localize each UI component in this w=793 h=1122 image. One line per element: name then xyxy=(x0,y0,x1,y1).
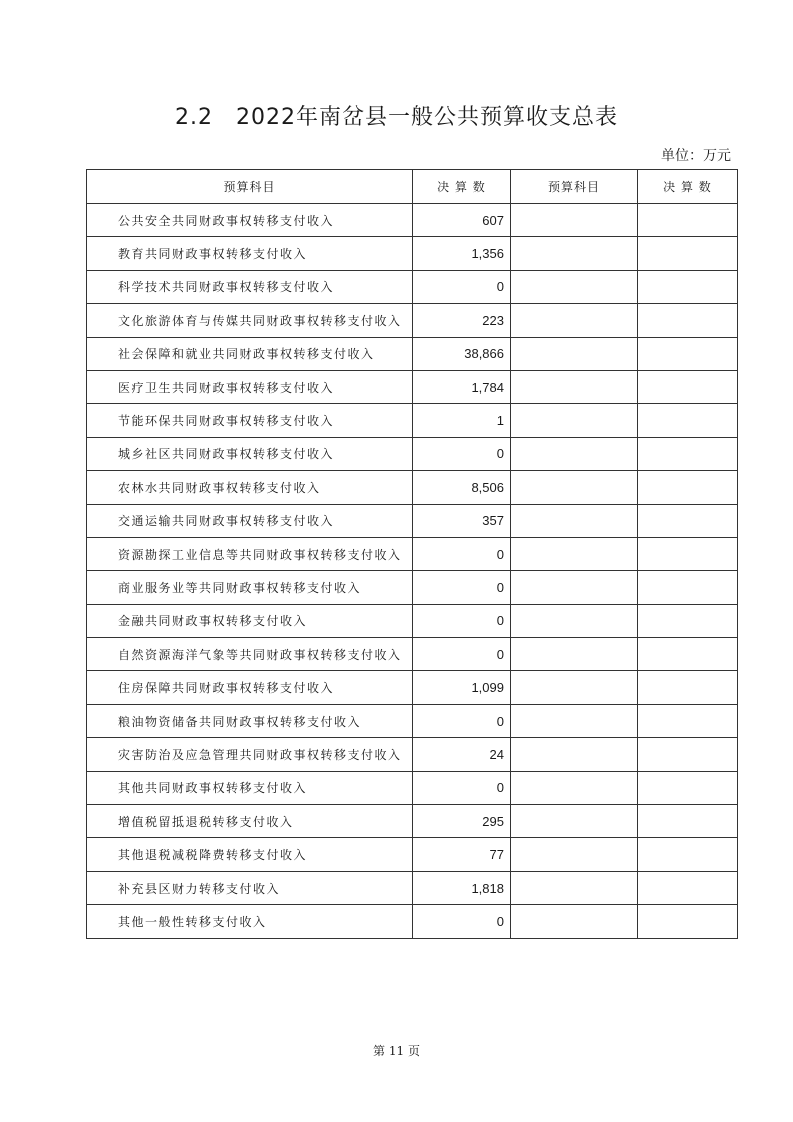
budget-item-cell: 农林水共同财政事权转移支付收入 xyxy=(87,471,413,504)
budget-item-cell: 粮油物资储备共同财政事权转移支付收入 xyxy=(87,704,413,737)
final-amount-cell: 0 xyxy=(413,771,511,804)
page-title: 2.2 2022年南岔县一般公共预算收支总表 xyxy=(175,105,618,130)
table-row xyxy=(87,504,738,537)
budget-item-cell-empty xyxy=(511,471,638,504)
table-row xyxy=(87,604,738,637)
budget-item-cell-empty xyxy=(511,404,638,437)
budget-item-cell: 其他共同财政事权转移支付收入 xyxy=(87,771,413,804)
table-header-row xyxy=(87,170,738,204)
final-amount-cell-empty xyxy=(638,337,738,370)
final-amount-cell-empty xyxy=(638,270,738,303)
final-amount-cell-empty xyxy=(638,237,738,270)
budget-item-cell: 增值税留抵退税转移支付收入 xyxy=(87,805,413,838)
budget-item-cell: 补充县区财力转移支付收入 xyxy=(87,871,413,904)
budget-item-cell-empty xyxy=(511,537,638,570)
final-amount-cell-empty xyxy=(638,504,738,537)
budget-item-cell-empty xyxy=(511,738,638,771)
table-row xyxy=(87,771,738,804)
final-amount-cell-empty xyxy=(638,905,738,938)
table-row xyxy=(87,270,738,303)
final-amount-cell-empty xyxy=(638,704,738,737)
unit-label: 单位：万元 xyxy=(661,148,731,164)
budget-item-cell: 公共安全共同财政事权转移支付收入 xyxy=(87,204,413,237)
budget-item-cell: 教育共同财政事权转移支付收入 xyxy=(87,237,413,270)
budget-item-cell-empty xyxy=(511,905,638,938)
table-row xyxy=(87,638,738,671)
final-amount-cell-empty xyxy=(638,204,738,237)
budget-item-cell: 自然资源海洋气象等共同财政事权转移支付收入 xyxy=(87,638,413,671)
table-row xyxy=(87,805,738,838)
table-row xyxy=(87,304,738,337)
final-amount-cell-empty xyxy=(638,370,738,403)
budget-item-cell: 商业服务业等共同财政事权转移支付收入 xyxy=(87,571,413,604)
budget-item-cell-empty xyxy=(511,204,638,237)
budget-item-cell-empty xyxy=(511,838,638,871)
budget-item-cell-empty xyxy=(511,437,638,470)
final-amount-cell: 38,866 xyxy=(413,337,511,370)
final-amount-cell: 223 xyxy=(413,304,511,337)
table-row xyxy=(87,337,738,370)
final-amount-cell-empty xyxy=(638,304,738,337)
budget-item-cell-empty xyxy=(511,704,638,737)
final-amount-cell: 1,099 xyxy=(413,671,511,704)
final-amount-cell-empty xyxy=(638,638,738,671)
final-amount-cell-empty xyxy=(638,871,738,904)
final-amount-cell: 607 xyxy=(413,204,511,237)
budget-item-cell: 节能环保共同财政事权转移支付收入 xyxy=(87,404,413,437)
final-amount-cell: 0 xyxy=(413,571,511,604)
final-amount-cell: 0 xyxy=(413,638,511,671)
final-amount-cell: 1 xyxy=(413,404,511,437)
budget-item-cell-empty xyxy=(511,805,638,838)
final-amount-cell: 0 xyxy=(413,437,511,470)
budget-item-cell: 住房保障共同财政事权转移支付收入 xyxy=(87,671,413,704)
final-amount-cell: 1,784 xyxy=(413,370,511,403)
header-final-amount-right: 决 算 数 xyxy=(638,170,738,204)
final-amount-cell: 1,818 xyxy=(413,871,511,904)
table-row xyxy=(87,437,738,470)
budget-item-cell-empty xyxy=(511,571,638,604)
budget-item-cell: 交通运输共同财政事权转移支付收入 xyxy=(87,504,413,537)
final-amount-cell-empty xyxy=(638,838,738,871)
table-row xyxy=(87,838,738,871)
final-amount-cell-empty xyxy=(638,604,738,637)
header-final-amount-left: 决 算 数 xyxy=(413,170,511,204)
budget-item-cell-empty xyxy=(511,771,638,804)
budget-item-cell: 医疗卫生共同财政事权转移支付收入 xyxy=(87,370,413,403)
final-amount-cell-empty xyxy=(638,805,738,838)
final-amount-cell-empty xyxy=(638,404,738,437)
final-amount-cell: 357 xyxy=(413,504,511,537)
final-amount-cell-empty xyxy=(638,437,738,470)
table-row xyxy=(87,738,738,771)
table-row xyxy=(87,905,738,938)
final-amount-cell-empty xyxy=(638,471,738,504)
budget-item-cell: 其他一般性转移支付收入 xyxy=(87,905,413,938)
table-row xyxy=(87,537,738,570)
budget-item-cell: 其他退税减税降费转移支付收入 xyxy=(87,838,413,871)
budget-item-cell: 资源勘探工业信息等共同财政事权转移支付收入 xyxy=(87,537,413,570)
budget-item-cell: 城乡社区共同财政事权转移支付收入 xyxy=(87,437,413,470)
budget-item-cell-empty xyxy=(511,671,638,704)
budget-item-cell-empty xyxy=(511,370,638,403)
header-budget-item-left: 预算科目 xyxy=(87,170,413,204)
budget-item-cell: 科学技术共同财政事权转移支付收入 xyxy=(87,270,413,303)
table-row xyxy=(87,237,738,270)
final-amount-cell: 1,356 xyxy=(413,237,511,270)
budget-item-cell-empty xyxy=(511,604,638,637)
table-row xyxy=(87,471,738,504)
final-amount-cell: 0 xyxy=(413,270,511,303)
table-row xyxy=(87,871,738,904)
budget-item-cell: 金融共同财政事权转移支付收入 xyxy=(87,604,413,637)
final-amount-cell: 0 xyxy=(413,604,511,637)
final-amount-cell-empty xyxy=(638,738,738,771)
budget-item-cell: 灾害防治及应急管理共同财政事权转移支付收入 xyxy=(87,738,413,771)
budget-item-cell: 社会保障和就业共同财政事权转移支付收入 xyxy=(87,337,413,370)
table-row xyxy=(87,204,738,237)
budget-item-cell-empty xyxy=(511,270,638,303)
final-amount-cell: 8,506 xyxy=(413,471,511,504)
budget-item-cell-empty xyxy=(511,237,638,270)
budget-item-cell-empty xyxy=(511,337,638,370)
table-row xyxy=(87,404,738,437)
final-amount-cell-empty xyxy=(638,771,738,804)
final-amount-cell-empty xyxy=(638,671,738,704)
budget-item-cell-empty xyxy=(511,504,638,537)
final-amount-cell: 295 xyxy=(413,805,511,838)
budget-table xyxy=(86,169,738,939)
final-amount-cell-empty xyxy=(638,537,738,570)
final-amount-cell: 24 xyxy=(413,738,511,771)
final-amount-cell: 0 xyxy=(413,704,511,737)
table-row xyxy=(87,704,738,737)
final-amount-cell: 0 xyxy=(413,905,511,938)
final-amount-cell-empty xyxy=(638,571,738,604)
budget-item-cell: 文化旅游体育与传媒共同财政事权转移支付收入 xyxy=(87,304,413,337)
header-budget-item-right: 预算科目 xyxy=(511,170,638,204)
page-number: 第 11 页 xyxy=(373,1044,420,1058)
table-row xyxy=(87,571,738,604)
budget-item-cell-empty xyxy=(511,304,638,337)
table-body xyxy=(87,204,738,939)
table-row xyxy=(87,671,738,704)
budget-item-cell-empty xyxy=(511,638,638,671)
table-row xyxy=(87,370,738,403)
final-amount-cell: 0 xyxy=(413,537,511,570)
budget-item-cell-empty xyxy=(511,871,638,904)
final-amount-cell: 77 xyxy=(413,838,511,871)
